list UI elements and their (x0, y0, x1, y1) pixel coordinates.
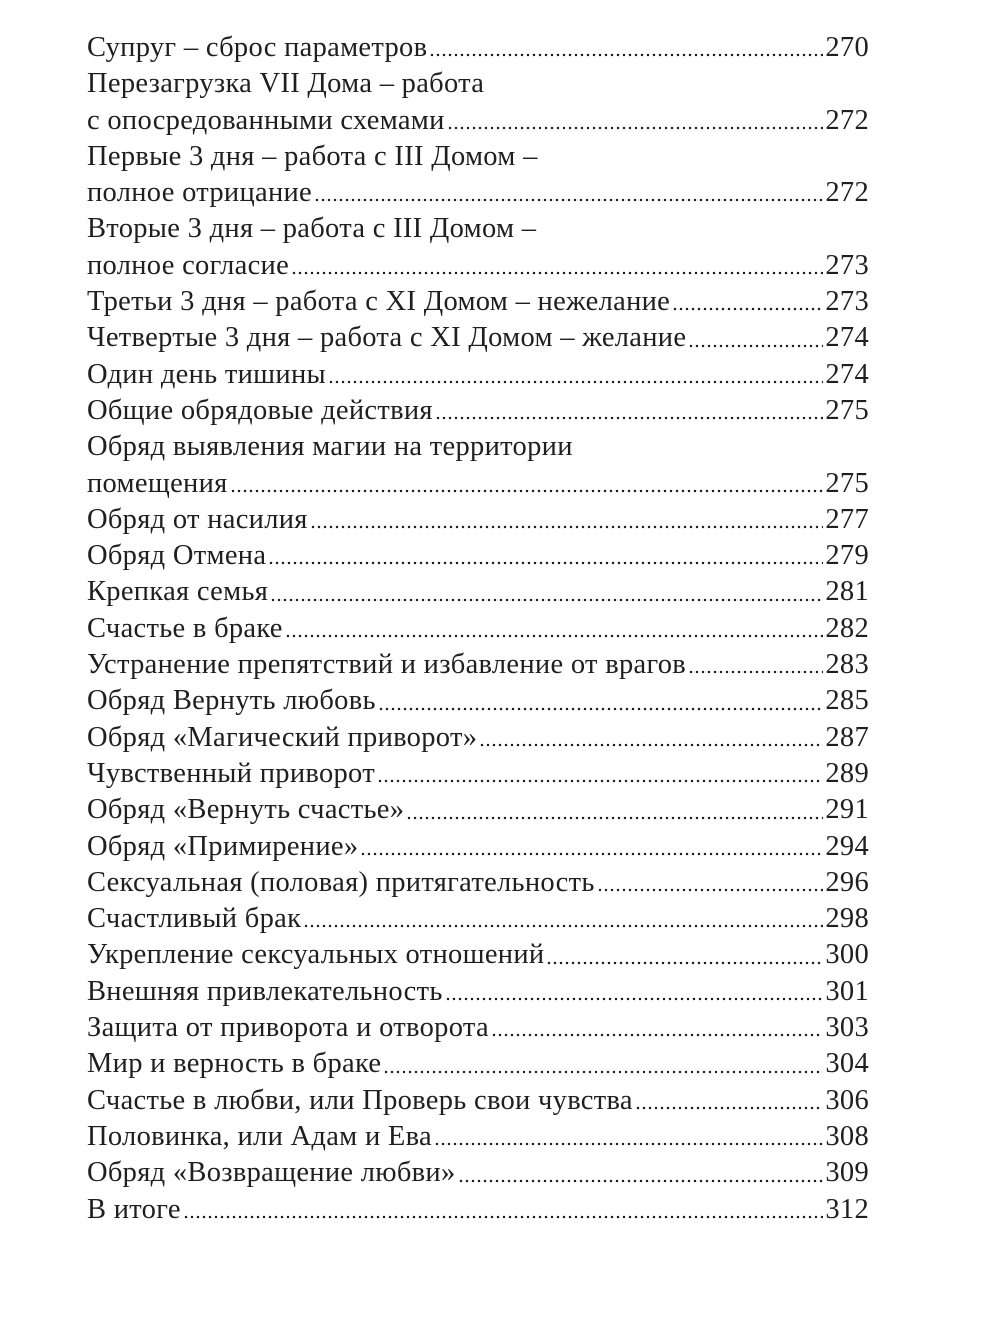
toc-entry-title: Обряд «Возвращение любви» (87, 1157, 456, 1189)
toc-entry-line (87, 1046, 869, 1082)
toc-page-number: 300 (825, 939, 869, 971)
toc-entry (87, 974, 869, 1010)
toc-entry-title: Вторые 3 дня – работа с III Домом – (87, 213, 537, 245)
toc-entry (87, 357, 869, 393)
dot-leader (491, 1033, 823, 1037)
toc-entry-line (87, 284, 869, 320)
toc-page-number: 309 (825, 1157, 869, 1189)
toc-entry-line (87, 538, 869, 574)
toc-page-number: 287 (825, 721, 869, 753)
toc-entry (87, 611, 869, 647)
toc-page-number: 283 (825, 649, 869, 681)
dot-leader (447, 126, 824, 130)
toc-entry (87, 756, 869, 792)
toc-entry-line (87, 30, 869, 66)
dot-leader (303, 924, 823, 928)
dot-leader (688, 344, 823, 348)
dot-leader (435, 416, 824, 420)
toc-page-number: 277 (825, 503, 869, 535)
toc-entry-line (87, 756, 869, 792)
toc-entry-title: Перезагрузка VII Дома – работа (87, 68, 485, 100)
toc-entry-line (87, 502, 869, 538)
toc-entry-title: Обряд «Примирение» (87, 830, 359, 862)
toc-entry (87, 211, 869, 284)
toc-entry (87, 284, 869, 320)
toc-page-number: 275 (825, 394, 869, 426)
table-of-contents (87, 30, 869, 1228)
toc-page-number: 304 (825, 1048, 869, 1080)
toc-entry-title: Счастье в любви, или Проверь свои чувства (87, 1084, 633, 1116)
toc-entry-title: Мир и верность в браке (87, 1048, 382, 1080)
toc-entry-title: Первые 3 дня – работа с III Домом – (87, 140, 538, 172)
toc-entry-line (87, 1192, 869, 1228)
toc-entry-title: Сексуальная (половая) притягательность (87, 866, 595, 898)
toc-entry (87, 1046, 869, 1082)
dot-leader (230, 489, 824, 493)
toc-entry-line (87, 66, 869, 102)
toc-entry-line (87, 248, 869, 284)
toc-entry-title: помещения (87, 467, 228, 499)
toc-page-number: 289 (825, 757, 869, 789)
toc-page-number: 282 (825, 612, 869, 644)
dot-leader (285, 634, 824, 638)
toc-entry-line (87, 1119, 869, 1155)
toc-entry-line (87, 574, 869, 610)
toc-entry (87, 937, 869, 973)
toc-page-number: 291 (825, 794, 869, 826)
toc-entry (87, 647, 869, 683)
toc-entry-line (87, 320, 869, 356)
toc-entry-title: Половинка, или Адам и Ева (87, 1120, 432, 1152)
toc-entry (87, 1083, 869, 1119)
toc-entry-title: Супруг – сброс параметров (87, 32, 428, 63)
toc-entry (87, 792, 869, 828)
toc-page-number: 279 (825, 540, 869, 572)
toc-entry (87, 320, 869, 356)
toc-page-number: 301 (825, 975, 869, 1007)
toc-entry-line (87, 139, 869, 175)
toc-entry (87, 30, 869, 66)
toc-entry-line (87, 1010, 869, 1046)
toc-entry (87, 502, 869, 538)
toc-entry-line (87, 829, 869, 865)
toc-entry-line (87, 357, 869, 393)
toc-entry-title: Третьи 3 дня – работа с XI Домом – нежелание (87, 286, 671, 318)
toc-entry-title: Обряд «Магический приворот» (87, 721, 478, 753)
dot-leader (458, 1179, 824, 1183)
dot-leader (328, 380, 823, 384)
dot-leader (377, 779, 823, 783)
toc-entry-title: Четвертые 3 дня – работа с XI Домом – желание (87, 322, 687, 354)
toc-entry-title: с опосредованными схемами (87, 104, 445, 136)
toc-entry-title: Крепкая семья (87, 576, 269, 608)
dot-leader (479, 743, 823, 747)
toc-entry-title: полное отрицание (87, 177, 313, 209)
dot-leader (270, 598, 823, 602)
toc-entry-title: Обряд Отмена (87, 540, 267, 572)
toc-entry-title: Обряд «Вернуть счастье» (87, 794, 405, 826)
dot-leader (445, 997, 824, 1001)
toc-entry-title: Обряд выявления магии на территории (87, 431, 573, 463)
toc-entry-line (87, 720, 869, 756)
toc-page-number: 294 (825, 830, 869, 862)
toc-page-number: 273 (825, 249, 869, 281)
toc-entry (87, 139, 869, 212)
dot-leader (635, 1106, 824, 1110)
toc-entry (87, 720, 869, 756)
toc-entry (87, 901, 869, 937)
toc-entry-title: В итоге (87, 1193, 181, 1225)
toc-entry-title: Обряд Вернуть любовь (87, 685, 376, 717)
dot-leader (406, 816, 823, 820)
toc-entry-line (87, 211, 869, 247)
toc-page-number: 273 (825, 286, 869, 318)
toc-entry-line (87, 1155, 869, 1191)
toc-page-number: 274 (825, 322, 869, 354)
toc-page-number: 272 (825, 177, 869, 209)
toc-entry-line (87, 175, 869, 211)
dot-leader (314, 198, 823, 202)
toc-entry (87, 1192, 869, 1228)
toc-entry (87, 574, 869, 610)
toc-page-number: 285 (825, 685, 869, 717)
toc-entry-line (87, 1083, 869, 1119)
dot-leader (268, 561, 823, 565)
toc-page-number: 281 (825, 576, 869, 608)
toc-entry (87, 1155, 869, 1191)
toc-page-number: 274 (825, 358, 869, 390)
dot-leader (183, 1215, 824, 1219)
dot-leader (672, 307, 823, 311)
toc-page-number: 306 (825, 1084, 869, 1116)
toc-entry (87, 865, 869, 901)
dot-leader (434, 1142, 823, 1146)
toc-entry-line (87, 393, 869, 429)
toc-page-number: 296 (825, 866, 869, 898)
toc-page-number: 303 (825, 1012, 869, 1044)
toc-entry-title: Устранение препятствий и избавление от врагов (87, 649, 687, 681)
dot-leader (360, 852, 823, 856)
toc-entry-line (87, 792, 869, 828)
toc-entry-line (87, 974, 869, 1010)
toc-entry-title: полное согласие (87, 249, 290, 281)
toc-page-number: 312 (825, 1193, 869, 1225)
toc-entry-title: Укрепление сексуальных отношений (87, 939, 545, 971)
toc-entry (87, 1010, 869, 1046)
toc-entry-title: Счастливый брак (87, 903, 302, 935)
toc-page-number: 298 (825, 903, 869, 935)
dot-leader (429, 53, 823, 57)
toc-entry-line (87, 647, 869, 683)
toc-entry-title: Защита от приворота и отворота (87, 1012, 489, 1044)
toc-entry (87, 683, 869, 719)
toc-entry-line (87, 937, 869, 973)
toc-entry-line (87, 683, 869, 719)
toc-page-number: 308 (825, 1120, 869, 1152)
toc-entry (87, 1119, 869, 1155)
dot-leader (310, 525, 824, 529)
dot-leader (378, 707, 824, 711)
toc-entry (87, 538, 869, 574)
toc-entry (87, 393, 869, 429)
dot-leader (597, 888, 824, 892)
toc-entry-line (87, 429, 869, 465)
toc-entry-line (87, 901, 869, 937)
toc-entry-title: Счастье в браке (87, 612, 283, 644)
toc-page-number: 272 (825, 104, 869, 136)
toc-entry-line (87, 103, 869, 139)
dot-leader (546, 961, 823, 965)
toc-page-number: 275 (825, 467, 869, 499)
toc-entry (87, 429, 869, 502)
toc-entry-line (87, 865, 869, 901)
toc-entry-line (87, 466, 869, 502)
toc-entry-title: Обряд от насилия (87, 503, 308, 535)
toc-entry-title: Общие обрядовые действия (87, 394, 433, 426)
toc-entry-title: Внешняя привлекательность (87, 975, 443, 1007)
toc-entry (87, 829, 869, 865)
toc-entry-title: Один день тишины (87, 358, 326, 390)
dot-leader (383, 1070, 823, 1074)
toc-page-number: 270 (825, 32, 869, 63)
dot-leader (291, 271, 823, 275)
dot-leader (688, 670, 823, 674)
toc-entry-title: Чувственный приворот (87, 757, 375, 789)
toc-entry (87, 66, 869, 139)
toc-entry-line (87, 611, 869, 647)
